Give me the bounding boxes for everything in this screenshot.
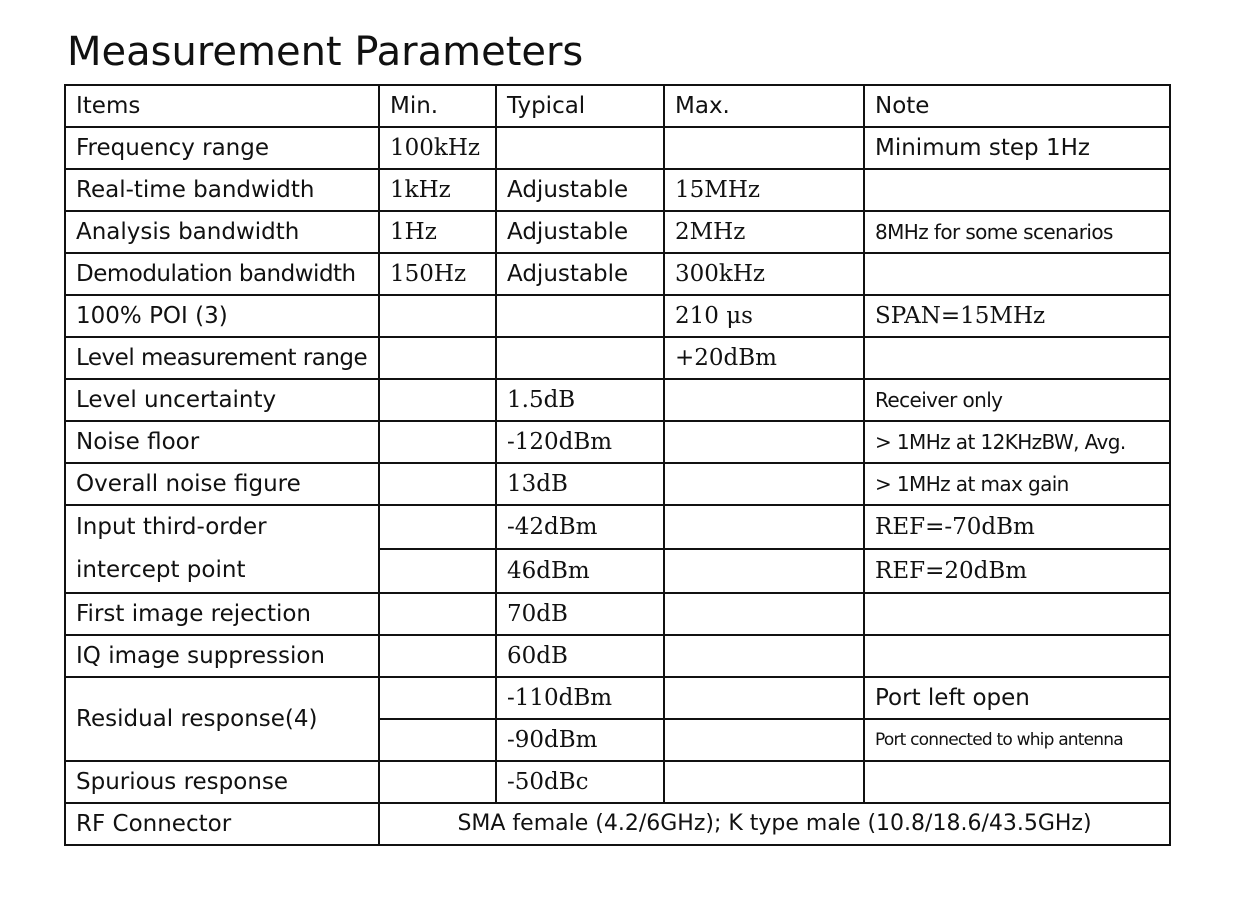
row-max — [664, 463, 864, 505]
row-min — [379, 379, 496, 421]
row-item: Overall noise figure — [65, 463, 379, 505]
rf-connector-label: RF Connector — [65, 803, 379, 845]
row-item: Spurious response — [65, 761, 379, 803]
row-typical: 46dBm — [496, 549, 664, 593]
row-min — [379, 505, 496, 549]
header-typical: Typical — [496, 85, 664, 127]
table-row-rf-connector — [65, 803, 1170, 845]
table-row-ip3-1 — [65, 505, 1170, 549]
row-min: 100kHz — [379, 127, 496, 169]
row-note — [864, 253, 1170, 295]
table-row — [65, 337, 1170, 379]
row-typical: 70dB — [496, 593, 664, 635]
table-row — [65, 635, 1170, 677]
row-min: 150Hz — [379, 253, 496, 295]
page-title: Measurement Parameters — [67, 29, 584, 75]
table-row — [65, 253, 1170, 295]
row-min — [379, 463, 496, 505]
table-row — [65, 593, 1170, 635]
row-min: 1Hz — [379, 211, 496, 253]
row-typical: Adjustable — [496, 253, 664, 295]
table-row — [65, 211, 1170, 253]
row-max — [664, 677, 864, 719]
row-note — [864, 593, 1170, 635]
row-max — [664, 593, 864, 635]
row-note — [864, 337, 1170, 379]
row-typical: -90dBm — [496, 719, 664, 761]
row-min — [379, 295, 496, 337]
ip3-item-line1: Input third-order — [76, 514, 267, 540]
row-min: 1kHz — [379, 169, 496, 211]
row-max — [664, 127, 864, 169]
row-item: Frequency range — [65, 127, 379, 169]
row-item: Level measurement range — [65, 337, 379, 379]
row-typical: 1.5dB — [496, 379, 664, 421]
row-note: > 1MHz at max gain — [864, 463, 1170, 505]
header-max: Max. — [664, 85, 864, 127]
row-item: Analysis bandwidth — [65, 211, 379, 253]
ip3-item-line2: intercept point — [76, 557, 246, 583]
row-note: Receiver only — [864, 379, 1170, 421]
row-max: +20dBm — [664, 337, 864, 379]
row-max: 15MHz — [664, 169, 864, 211]
row-typical: Adjustable — [496, 211, 664, 253]
row-max — [664, 719, 864, 761]
row-max: 210 μs — [664, 295, 864, 337]
row-min — [379, 719, 496, 761]
table-row — [65, 761, 1170, 803]
row-item: Noise floor — [65, 421, 379, 463]
row-note: Port left open — [864, 677, 1170, 719]
row-note: SPAN=15MHz — [864, 295, 1170, 337]
row-max — [664, 505, 864, 549]
header-note: Note — [864, 85, 1170, 127]
row-min — [379, 761, 496, 803]
row-min — [379, 635, 496, 677]
row-min — [379, 549, 496, 593]
row-note: > 1MHz at 12KHzBW, Avg. — [864, 421, 1170, 463]
row-max — [664, 379, 864, 421]
row-typical: Adjustable — [496, 169, 664, 211]
row-note — [864, 635, 1170, 677]
table-row — [65, 379, 1170, 421]
row-note: Minimum step 1Hz — [864, 127, 1170, 169]
table-header-row — [65, 85, 1170, 127]
table-row — [65, 295, 1170, 337]
residual-item-label: Residual response(4) — [65, 677, 379, 761]
row-typical: -110dBm — [496, 677, 664, 719]
table-row — [65, 127, 1170, 169]
row-typical — [496, 337, 664, 379]
row-typical: 13dB — [496, 463, 664, 505]
row-min — [379, 337, 496, 379]
row-typical: -50dBc — [496, 761, 664, 803]
ip3-item-label — [65, 505, 379, 593]
row-note — [864, 761, 1170, 803]
row-min — [379, 421, 496, 463]
row-typical: 60dB — [496, 635, 664, 677]
row-max: 2MHz — [664, 211, 864, 253]
row-typical: -42dBm — [496, 505, 664, 549]
measurement-parameters-table — [64, 84, 1171, 846]
table-row — [65, 463, 1170, 505]
header-min: Min. — [379, 85, 496, 127]
row-item: First image rejection — [65, 593, 379, 635]
row-max — [664, 549, 864, 593]
row-item: Demodulation bandwidth — [65, 253, 379, 295]
row-note: REF=20dBm — [864, 549, 1170, 593]
row-max — [664, 421, 864, 463]
header-items: Items — [65, 85, 379, 127]
row-item: 100% POI (3) — [65, 295, 379, 337]
row-typical — [496, 295, 664, 337]
row-typical — [496, 127, 664, 169]
row-note — [864, 169, 1170, 211]
table-row — [65, 421, 1170, 463]
row-typical: -120dBm — [496, 421, 664, 463]
row-note: REF=-70dBm — [864, 505, 1170, 549]
rf-connector-value: SMA female (4.2/6GHz); K type male (10.8/18.6/43.5GHz) — [379, 803, 1170, 845]
row-item: IQ image suppression — [65, 635, 379, 677]
row-note: 8MHz for some scenarios — [864, 211, 1170, 253]
row-max — [664, 635, 864, 677]
row-note: Port connected to whip antenna — [864, 719, 1170, 761]
table-row — [65, 169, 1170, 211]
row-item: Real-time bandwidth — [65, 169, 379, 211]
row-min — [379, 677, 496, 719]
row-min — [379, 593, 496, 635]
row-max: 300kHz — [664, 253, 864, 295]
row-item: Level uncertainty — [65, 379, 379, 421]
row-max — [664, 761, 864, 803]
table-row-residual-1 — [65, 677, 1170, 719]
